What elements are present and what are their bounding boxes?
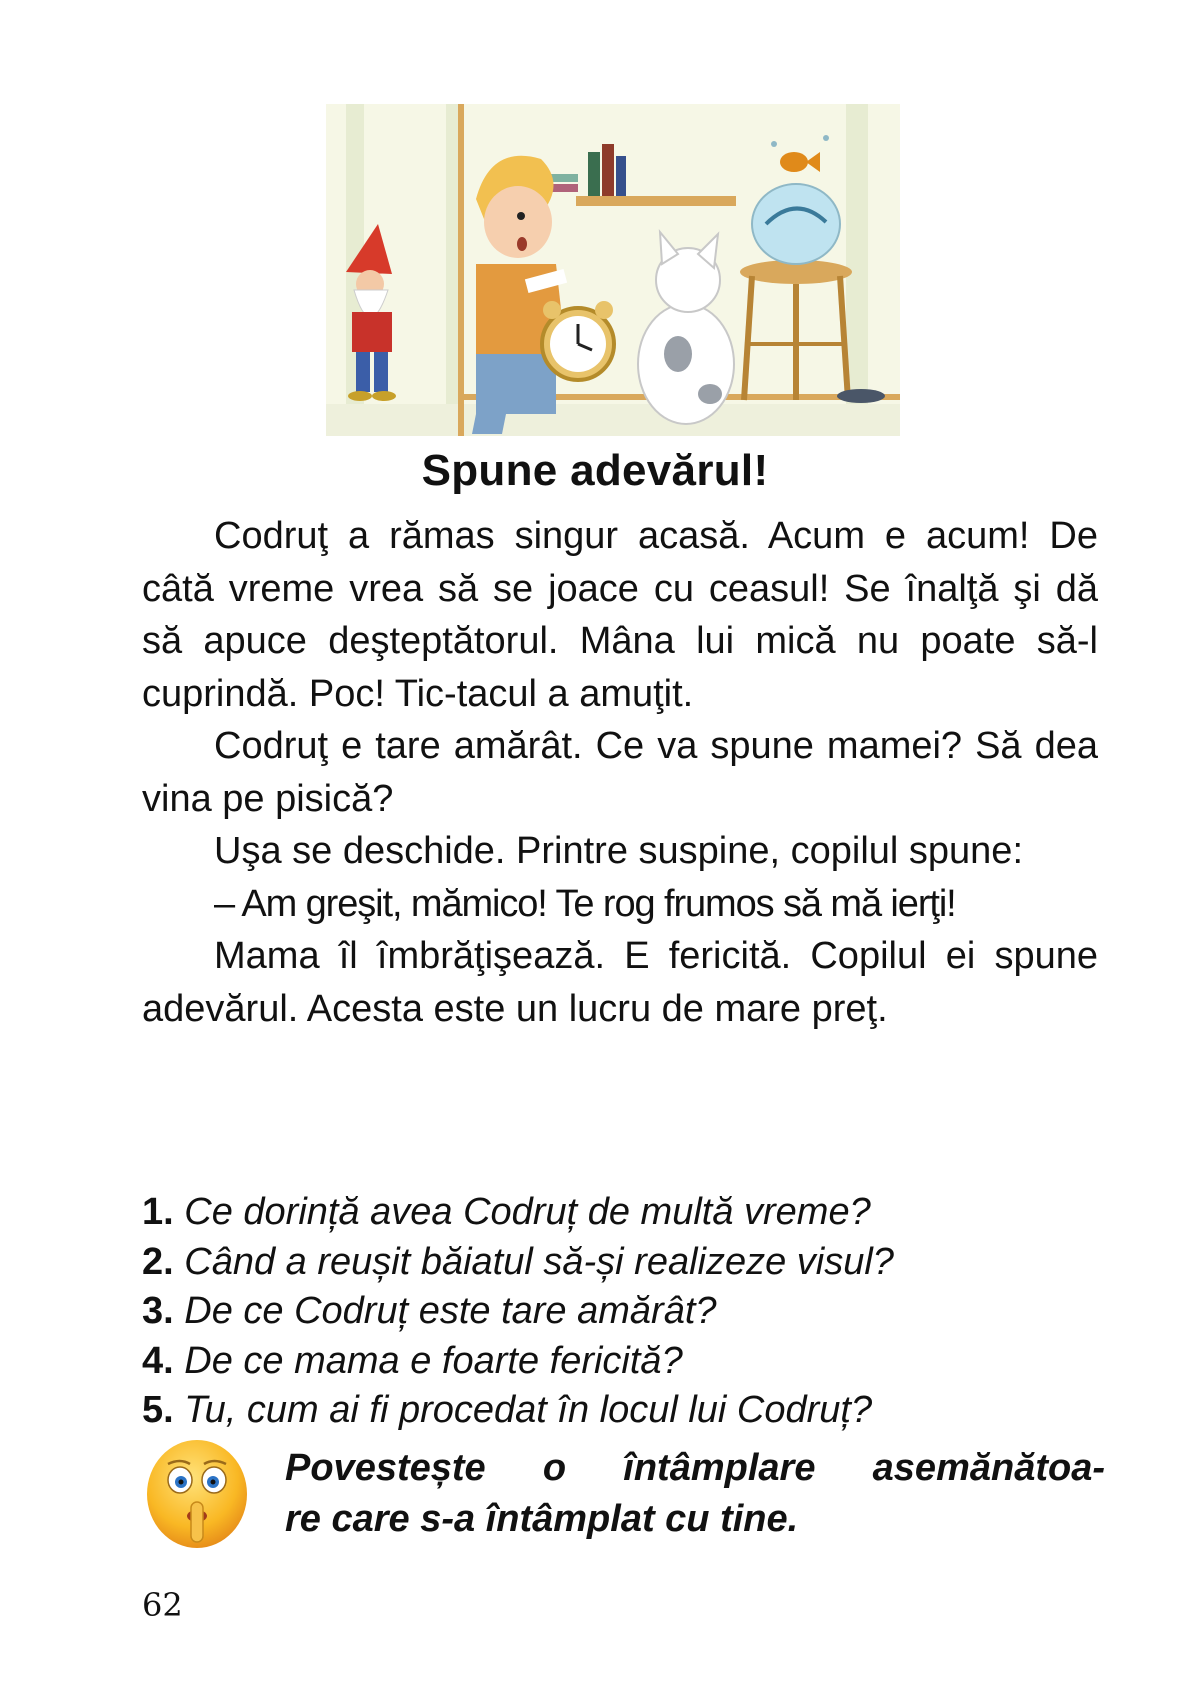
question-text: De ce mama e foarte fericită? bbox=[184, 1339, 683, 1382]
question-item bbox=[142, 1287, 1102, 1337]
alarm-clock-icon bbox=[542, 301, 614, 380]
bowl-icon bbox=[837, 389, 885, 403]
question-text: De ce Codruț este tare amărât? bbox=[184, 1290, 717, 1332]
shushing-face-icon bbox=[144, 1436, 250, 1552]
task-line-1: Povestește o întâmplare asemănătoa- bbox=[285, 1447, 1105, 1489]
question-item bbox=[142, 1337, 1102, 1387]
story-paragraph: Mama îl îmbrăţişează. E fericită. Copilul ei spune adevărul. Acesta este un lucru de mare preţ. bbox=[142, 935, 1098, 1030]
dialog-line: – Am greşit, mămico! Te rog frumos să mă ierţi! bbox=[214, 882, 956, 925]
question-item bbox=[142, 1188, 1102, 1238]
question-number: 1. bbox=[142, 1191, 174, 1233]
story-illustration bbox=[326, 104, 900, 436]
task-instruction bbox=[285, 1443, 1105, 1545]
story-paragraph: Uşa se deschide. Printre suspine, copilul spune: bbox=[214, 830, 1024, 872]
question-text: Tu, cum ai fi procedat în locul lui Codruț? bbox=[184, 1389, 873, 1431]
question-text: Ce dorință avea Codruț de multă vreme? bbox=[184, 1191, 871, 1233]
question-list bbox=[142, 1188, 1102, 1436]
task-line-2: re care s-a întâmplat cu tine. bbox=[285, 1498, 799, 1540]
story-paragraph: Codruţ a rămas singur acasă. Acum e acum! De câtă vreme vrea să se joace cu ceasul! Se înalţă şi dă să apuce deşteptătorul. Mâna lui mică nu poate să-l cuprindă. Poc! Tic-tacul a amuţit. bbox=[142, 515, 1098, 715]
question-item bbox=[142, 1238, 1102, 1288]
story-paragraph: Codruţ e tare amărât. Ce va spune mamei? Să dea vina pe pisică? bbox=[142, 725, 1098, 820]
question-number: 5. bbox=[142, 1389, 174, 1431]
question-number: 2. bbox=[142, 1240, 174, 1283]
story-text bbox=[142, 510, 1098, 1035]
question-number: 4. bbox=[142, 1339, 174, 1382]
question-number: 3. bbox=[142, 1290, 174, 1332]
question-item bbox=[142, 1386, 1102, 1436]
page-number: 62 bbox=[142, 1586, 183, 1624]
page-title: Spune adevărul! bbox=[421, 446, 769, 495]
question-text: Când a reușit băiatul să-și realizeze visul? bbox=[184, 1240, 894, 1283]
